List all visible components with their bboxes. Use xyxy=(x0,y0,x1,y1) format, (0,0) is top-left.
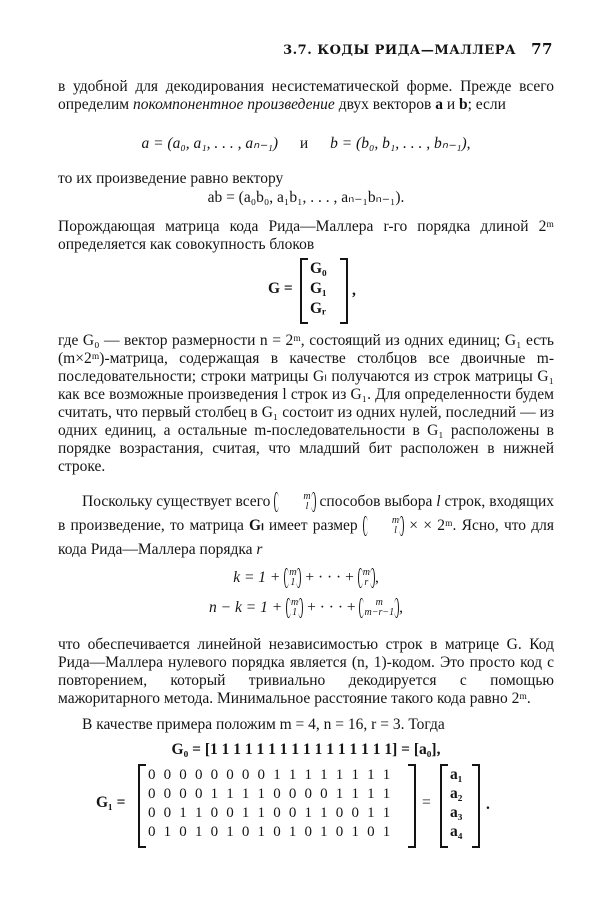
running-header xyxy=(283,40,553,58)
eq5-binom-2: m m−r−1 xyxy=(359,598,399,618)
binom-m-l: m l xyxy=(274,492,315,512)
section-title: 3.7. КОДЫ РИДА—МАЛЛЕРА xyxy=(283,43,517,58)
paragraph-size xyxy=(58,490,554,562)
p5-t1: Поскольку существует всего xyxy=(82,493,275,510)
p5-l: l xyxy=(436,493,441,510)
eq1-and: и xyxy=(299,135,309,152)
eq4-binom-2: m r xyxy=(358,568,375,588)
block-g0: G₀ xyxy=(310,260,327,277)
p1-italic: покомпонентное произведение xyxy=(132,96,335,113)
g1-right-bracket xyxy=(408,764,416,848)
equation-g0 xyxy=(58,740,554,760)
p1-vector-b: b xyxy=(458,96,468,113)
g1-matrix xyxy=(96,762,516,850)
p1-text-b: двух векторов xyxy=(334,96,436,113)
p5-gl: Gₗ xyxy=(249,517,264,534)
eq6-text: G₀ = [1 1 1 1 1 1 1 1 1 1 1 1 1 1 1 1] = [a₀], xyxy=(171,741,441,758)
equation-n-minus-k xyxy=(58,598,554,618)
paragraph-example: В качестве примера положим m = 4, n = 16, r = 3. Тогда xyxy=(82,716,445,733)
paragraph-intro xyxy=(58,78,554,114)
p5-t3: строк, входящих в произведение, то матрица xyxy=(58,493,554,534)
vec-a3: a₃ xyxy=(450,804,463,821)
equation-k xyxy=(58,568,554,588)
page-number: 77 xyxy=(531,40,553,58)
p5-r: r xyxy=(256,541,263,558)
block-matrix-comma: , xyxy=(352,282,356,299)
block-g1: G₁ xyxy=(310,280,327,297)
p5-t2: способов выбора xyxy=(315,493,437,510)
eq4-lhs: k = 1 + xyxy=(233,569,285,586)
vec-right-bracket xyxy=(472,764,480,848)
p1-and: и xyxy=(442,96,459,113)
eq5-binom-1: m 1 xyxy=(286,598,303,618)
vec-a4: a₄ xyxy=(450,823,463,840)
eq4-mid: + · · · + xyxy=(301,569,358,586)
eq1-b: b = (b₀, b₁, . . . , bₙ₋₁), xyxy=(330,135,471,152)
g1-lhs: G₁ = xyxy=(96,794,126,811)
equation-product: ab = (a₀b₀, a₁b₁, . . . , aₙ₋₁bₙ₋₁). xyxy=(207,189,405,206)
g1-equals: = xyxy=(422,794,431,811)
paragraph-zero-order: что обеспечивается линейной независимостью строк в матрице G. Код Рида—Маллера нулевого порядка является (n, 1)-кодом. Это просто код с повторением, который тривиально декодируется с помощью мажоритарного метода. Минимальное расстояние такого кода равно 2ᵐ. xyxy=(58,636,554,707)
p1-text-a: в удобной для декодирования несистематической форме. Прежде всего определим xyxy=(58,78,554,113)
binom-m-l-2: m l xyxy=(363,516,404,536)
left-bracket xyxy=(300,258,308,324)
g1-row-2: 0 0 0 0 1 1 1 1 0 0 0 0 1 1 1 1 xyxy=(148,786,393,802)
g1-row-1: 0 0 0 0 0 0 0 0 1 1 1 1 1 1 1 1 xyxy=(148,767,393,783)
g1-row-4: 0 1 0 1 0 1 0 1 0 1 0 1 0 1 0 1 xyxy=(148,824,393,840)
vec-left-bracket xyxy=(440,764,448,848)
p1-vector-a: a xyxy=(435,96,443,113)
block-matrix xyxy=(268,258,388,322)
paragraph-product: то их произведение равно вектору xyxy=(58,170,284,187)
eq4-end: , xyxy=(374,569,379,586)
eq5-mid: + · · · + xyxy=(303,599,360,616)
p1-text-c: ; если xyxy=(467,96,506,113)
p5-t4: имеет размер xyxy=(263,517,363,534)
paragraph-generator: Порождающая матрица кода Рида—Маллера r-го порядка длиной 2ᵐ определяется как совокупность блоков xyxy=(58,218,554,253)
block-matrix-lhs: G = xyxy=(268,280,293,297)
vec-a1: a₁ xyxy=(450,766,463,783)
g1-period: . xyxy=(486,796,490,813)
eq4-binom-1: m 1 xyxy=(284,568,301,588)
p5-t6: × 2ᵐ. Ясно, что для кода Рида—Маллера порядка xyxy=(58,517,555,558)
equation-vectors xyxy=(58,134,554,154)
p5-t5: × xyxy=(404,517,419,534)
eq1-a: a = (a₀, a₁, . . . , aₙ₋₁) xyxy=(141,135,279,152)
g1-row-3: 0 0 1 1 0 0 1 1 0 0 1 1 0 0 1 1 xyxy=(148,805,393,821)
g1-left-bracket xyxy=(138,764,146,848)
block-gr: Gᵣ xyxy=(310,300,326,317)
eq5-end: , xyxy=(399,599,403,616)
eq5-lhs: n − k = 1 + xyxy=(209,599,287,616)
vec-a2: a₂ xyxy=(450,785,463,802)
paragraph-definitions: где G₀ — вектор размерности n = 2ᵐ, состоящий из одних единиц; G₁ есть (m×2ᵐ)-матрица, содержащая в качестве столбцов все двоичные m-последовательности; строки матрицы Gₗ получаются из строк матрицы G₁ как все возможные произведения l строк из G₁. Для определенности будем считать, что первый столбец в G₁ состоит из одних нулей, последний — из одних единиц, а остальные m-последовательности в G₁ расположены в порядке возрастания, считая, что младший бит расположен в нижней строке. xyxy=(58,332,554,475)
right-bracket xyxy=(340,258,348,324)
